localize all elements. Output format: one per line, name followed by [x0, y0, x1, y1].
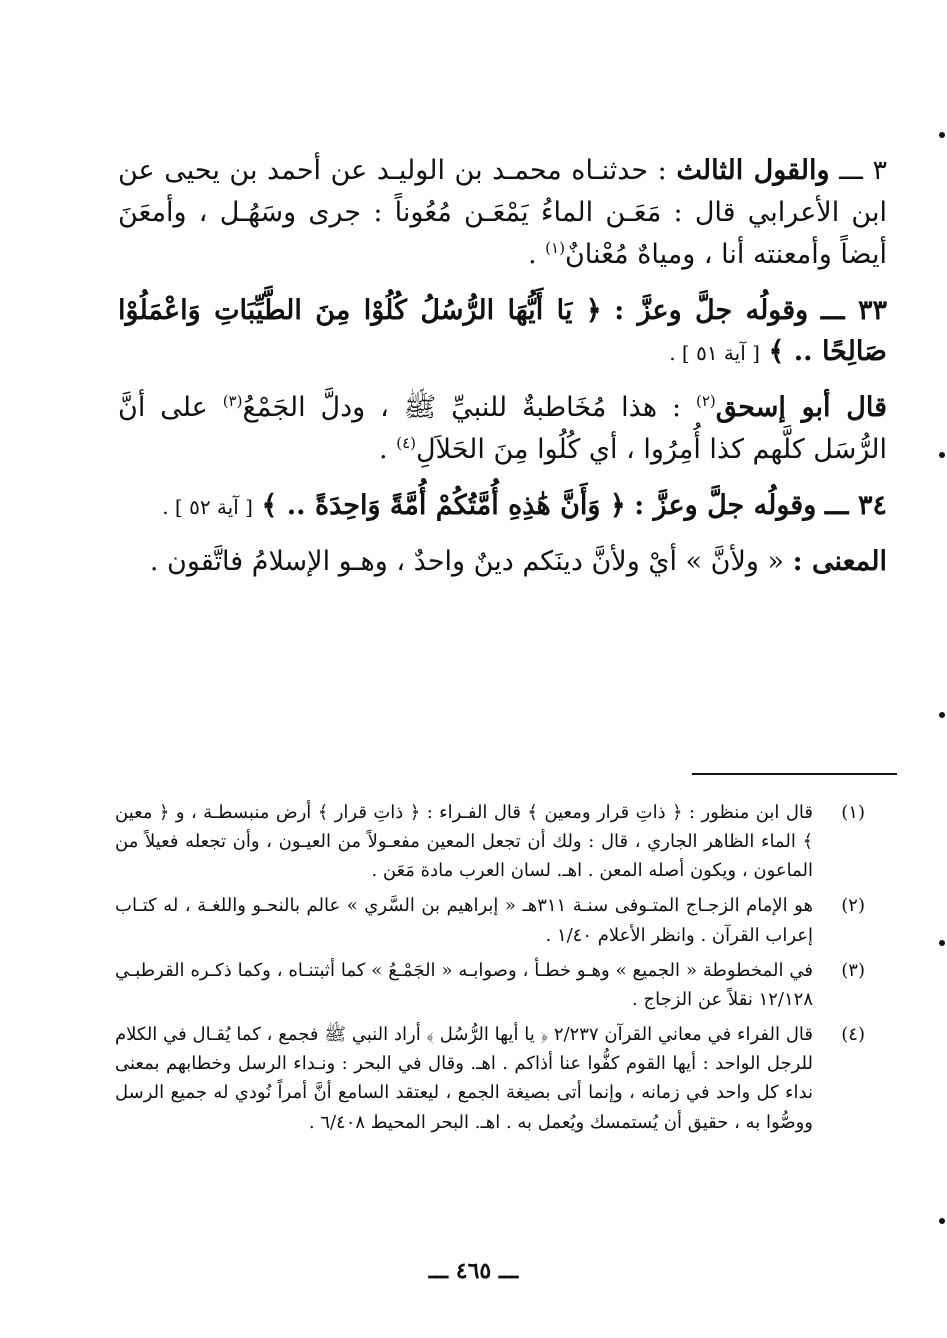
paragraph-third-opinion	[118, 150, 887, 276]
footnote-ref-4: (٤)	[396, 434, 417, 453]
footnote-number: (٣)	[841, 959, 865, 981]
scan-edge-mark	[939, 452, 945, 458]
page-number: ـــ ٤٦٥ ـــ	[428, 1258, 519, 1284]
verse-intro: وقولُه جلَّ وعزَّ :	[614, 294, 809, 326]
footnote-text: قال ابن منظور : ﴿ ذاتِ قرار ومعين ﴾ قال الفـراء : ﴿ ذاتِ قرار ﴾ أرض منبسطـة ، و ﴿ معين ﴾ الماء الظاهر الجاري ، قال : ولك أن تجعل المعين مفعـولاً من العيـون ، وأن تجعله فعيلاً من الماعون ، ويكون أصله المعن . اهـ. لسان العرب مادة مَعَن .	[115, 802, 813, 882]
footnote-ref-3: (٣)	[222, 392, 243, 411]
verse-reference-52: [ آية ٥٢ ] .	[162, 494, 253, 519]
paragraph-end: .	[379, 434, 388, 466]
paragraph-meaning	[118, 541, 887, 583]
scan-edge-mark	[939, 1218, 945, 1224]
item-number: ٣ ـــ	[839, 155, 887, 186]
footnote-ref-1: (١)	[545, 238, 565, 257]
footnote-text: هو الإمام الزجـاج المتـوفى سنـة ٣١١هـ « إبراهيم بن السَّري » عالم بالنحـو واللغـة ، له كتـاب إعراب القرآن . وانظر الأعلام ١/٤٠ .	[115, 895, 813, 946]
footnote-number: (٤)	[841, 1024, 865, 1046]
paragraph-text: على أنَّ الرُّسَل كلَّهم كذا أُمِرُوا ، أي كُلُوا مِنَ الحَلاَلِ	[118, 392, 887, 466]
meaning-label: المعنى :	[792, 545, 887, 577]
quran-verse-52: ﴿ وَأَنَّ هَٰذِهِ أُمَّتُكُمْ أُمَّةً وَاحِدَةً .. ﴾	[261, 489, 626, 521]
paragraph-text: « ولأنَّ » أيْ ولأنَّ دينَكم دينٌ واحدٌ ، وهـو الإسلامُ فاتَّقون .	[149, 545, 785, 577]
quran-verse-51: ﴿ يَا أَيُّهَا الرُّسُلُ كُلُوْا مِنَ الطَّيِّبَاتِ وَاعْمَلُوْا صَالِحًا .. ﴾	[118, 294, 887, 368]
footnote-separator	[692, 773, 897, 775]
item-number: ٣٤ ـــ	[824, 489, 887, 521]
item-number: ٣٣ ـــ	[820, 294, 887, 326]
paragraph-verse-51	[118, 290, 887, 374]
paragraph-text: : حدثنـاه محمـد بن الوليـد عن أحمد بن يحيى عن ابن الأعرابي قال : مَعَـن الماءُ يَمْعَـن مُعُوناً : جرى وسَهُـل ، وأمعَنَ أيضاً وأمعنته أنا ، ومياهٌ مُعْنانٌ	[118, 155, 887, 270]
footnote-ref-2: (٢)	[696, 392, 716, 411]
paragraph-abu-ishaq	[118, 387, 887, 471]
heading-third-opinion: والقول الثالث	[676, 155, 830, 186]
scan-edge-mark	[939, 712, 945, 718]
footnote-1	[115, 798, 865, 885]
main-text	[118, 150, 887, 593]
verse-reference-51: [ آية ٥١ ] .	[669, 341, 760, 366]
paragraph-end: .	[527, 238, 537, 270]
footnote-4	[115, 1020, 865, 1137]
speaker-name: قال أبو إسحق	[715, 392, 887, 424]
footnote-2	[115, 891, 865, 949]
scan-edge-mark	[939, 132, 945, 138]
footnote-text: في المخطوطة « الجميع » وهـو خطـأ ، وصوابـه « الجَمْـعُ » كما أثبتنـاه ، وكما ذكـره القرطبـي ١٢/١٢٨ نقلاً عن الزجاج .	[115, 959, 813, 1010]
verse-intro: وقولُه جلَّ وعزَّ :	[634, 489, 817, 521]
footnote-3	[115, 956, 865, 1014]
footnotes	[115, 798, 865, 1143]
footnote-number: (١)	[841, 802, 865, 823]
paragraph-verse-52	[118, 485, 887, 527]
footnote-text: قال الفراء في معاني القرآن ٢/٢٣٧ ﴿ يا أيها الرُّسُل ﴾ أراد النبي ﷺ فجمع ، كما يُقـال في الكلام للرجل الواحد : أيها القوم كفُّوا عنا أذاكم . اهـ. وقال في البحر : ونـداء الرسل وخطابهم بمعنى نداء كل واحد في زمانه ، وإنما أتى بصيغة الجمع ، ليعتقد السامع أنَّ أمراً نُودي له جميع الرسل ووصُّوا به ، حقيق أن يُستمسك ويُعمل به . اهـ. البحر المحيط ٦/٤٠٨ .	[115, 1024, 813, 1133]
paragraph-text: : هذا مُخَاطبةٌ للنبيِّ ﷺ ، ودلَّ الجَمْعُ	[242, 392, 682, 424]
scan-edge-mark	[939, 940, 945, 946]
footnote-number: (٢)	[841, 895, 865, 917]
